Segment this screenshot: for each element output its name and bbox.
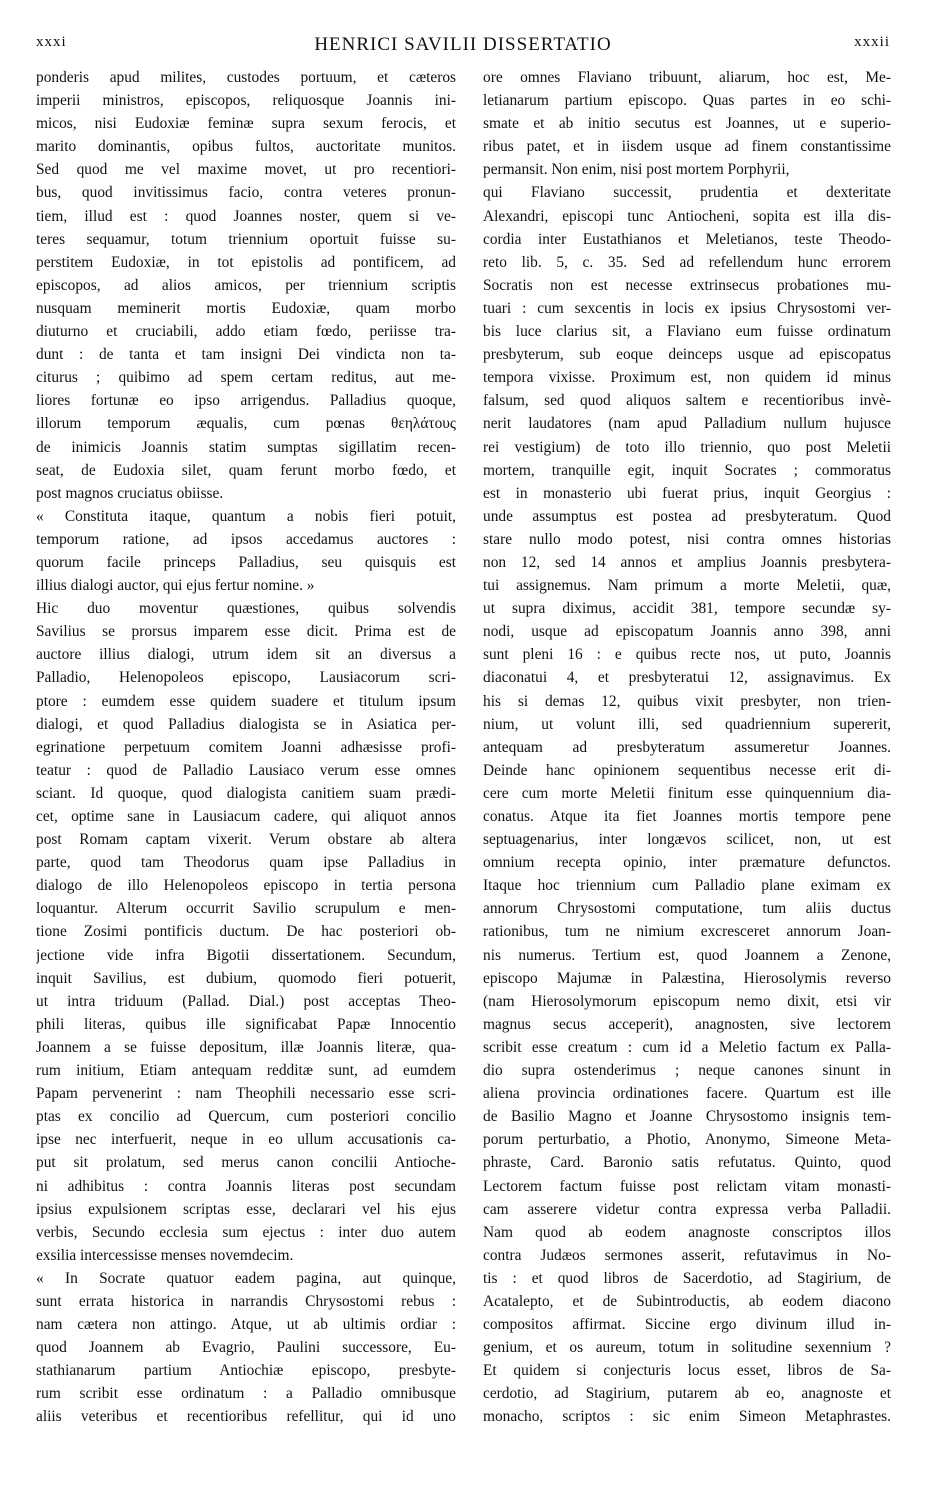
text-line: put sit prolatum, sed merus canon concilii Antioche- xyxy=(36,1154,456,1172)
text-line: phili literas, quibus ille significabat Papæ Innocentio xyxy=(36,1015,456,1033)
text-line: tione Zosimi pontificis ductum. De hac posteriori ob- xyxy=(36,923,456,941)
text-line: nodi, usque ad episcopatum Joannis anno 398, anni xyxy=(483,623,891,641)
text-line: antequam ad presbyteratum assumeretur Joannes. xyxy=(483,738,891,756)
text-line: ptore : eumdem esse quidem suadere et titulum ipsum xyxy=(36,692,456,710)
text-line: diaconatui 4, et presbyteratui 12, assignavimus. Ex xyxy=(483,669,891,687)
text-line: Savilius se prorsus imparem esse dicit. Prima est de xyxy=(36,623,456,641)
right-text-column xyxy=(483,66,891,1429)
left-text-column xyxy=(36,66,456,1429)
text-line: cere cum morte Meletii finitum esse quinquennium dia- xyxy=(483,784,891,802)
text-line: dunt : de tanta et tam insigni Dei vindicta non ta- xyxy=(36,346,456,364)
text-line: stathianarum partium Antiochiæ episcopo, presbyte- xyxy=(36,1362,456,1380)
text-line: ponderis apud milites, custodes portuum, et cæteros xyxy=(36,69,456,86)
text-line: monacho, scriptos : sic enim Simeon Metaphrastes. xyxy=(483,1408,891,1426)
text-line: ni adhibitus : contra Joannis literas post secundam xyxy=(36,1177,456,1195)
text-line: porum perturbatio, a Photio, Anonymo, Simeone Meta- xyxy=(483,1131,891,1149)
text-line: smate et ab initio secutus est Joannes, ut e superio- xyxy=(483,115,891,133)
text-line: cordia inter Eustathianos et Meletianos, teste Theodo- xyxy=(483,230,891,248)
text-line: rationibus, tum ne nimium excresceret annorum Joan- xyxy=(483,923,891,941)
text-line: unde assumptus est postea ad presbyteratum. Quod xyxy=(483,507,891,525)
text-line: genium, et os aureum, totum in solitudine sexennium ? xyxy=(483,1339,891,1357)
text-line: tempora vixisse. Proximum est, non quidem id minus xyxy=(483,369,891,387)
text-line: verbis, Secundo ecclesia sum ejectus : inter duo autem xyxy=(36,1223,456,1241)
text-line: mortem, tranquille egit, inquit Socrates ; commoratus xyxy=(483,461,891,479)
text-line: « In Socrate quatuor eadem pagina, aut quinque, xyxy=(36,1269,456,1287)
text-line: post magnos cruciatus obiisse. xyxy=(36,484,224,502)
text-line: illius dialogi auctor, qui ejus fertur nomine. » xyxy=(36,577,315,595)
text-line: nis numerus. Tertium est, quod Joannem a Zenone, xyxy=(483,946,891,964)
text-line: Alexandri, episcopi tunc Antiocheni, sopita est illa dis- xyxy=(483,207,891,225)
text-line: micos, nisi Eudoxiæ feminæ supra sexum ferocis, et xyxy=(36,115,456,133)
text-line: seat, de Eudoxia silet, quam ferunt morbo fœdo, et xyxy=(36,461,456,479)
text-line: ptas ex concilio ad Quercum, cum posteriori concilio xyxy=(36,1108,456,1126)
text-line: quod Joannem ab Evagrio, Paulini successore, Eu- xyxy=(36,1339,456,1357)
text-line: temporum ratione, ad ipsos accedamus auctores : xyxy=(36,530,456,548)
text-line: letianarum partium episcopo. Quas partes in eo schi- xyxy=(483,92,891,110)
text-line: septuagenarius, inter longævos scilicet, non, ut est xyxy=(483,831,891,849)
text-line: inquit Savilius, est dubium, quomodo fieri potuerit, xyxy=(36,969,456,987)
text-line: nerit laudatores (nam apud Palladium nullum hujusce xyxy=(483,415,891,433)
text-line: « Constituta itaque, quantum a nobis fieri potuit, xyxy=(36,507,456,525)
text-line: contra Judæos sermones asserit, refutavimus in No- xyxy=(483,1246,891,1264)
text-line: ipsius expulsionem scriptas esse, declarari vel his ejus xyxy=(36,1200,456,1218)
text-line: teatur : quod de Palladio Lausiaco verum esse omnes xyxy=(36,761,456,779)
text-line: ut supra diximus, accidit 381, tempore secundæ sy- xyxy=(483,600,891,618)
text-line: sunt errata historica in narrandis Chrysostomi rebus : xyxy=(36,1292,456,1310)
text-line: nium, ut volunt illi, sed quadriennium supererit, xyxy=(483,715,891,733)
text-line: rum initium, Etiam antequam redditæ sunt, ad eumdem xyxy=(36,1062,456,1080)
text-line: Papam pervenerint : nam Theophili necessario esse scri- xyxy=(36,1085,456,1103)
text-line: jectione vide infra Bigotii dissertationem. Secundum, xyxy=(36,946,456,964)
text-line: est in monasterio ubi fuerat prius, inquit Georgius : xyxy=(483,484,891,502)
text-line: parte, quod tam Theodorus quam ipse Palladius in xyxy=(36,854,456,872)
text-line: magnus secus acceperit), anagnosten, sive lectorem xyxy=(483,1015,891,1033)
text-line: annorum Chrysostomi computatione, tum aliis ductus xyxy=(483,900,891,918)
text-line: sciant. Id quoque, quod dialogista canitiem suam prædi- xyxy=(36,784,456,802)
text-line: (nam Hierosolymorum episcopum nemo dixit, etsi vir xyxy=(483,992,891,1010)
text-line: illorum temporum æqualis, cum pœnas θεηλάτους xyxy=(36,415,456,433)
text-line: de inimicis Joannis statim sumptas sigillatim recen- xyxy=(36,438,456,456)
text-line: cet, optime sane in Lausiacum cadere, qui aliquot annos xyxy=(36,808,456,825)
text-line: permansit. Non enim, nisi post mortem Porphyrii, xyxy=(483,161,790,179)
text-line: diuturno et cruciabili, addo etiam fœdo, periisse tra- xyxy=(36,323,456,341)
text-line: Socratis non est necesse extrinsecus probationes mu- xyxy=(483,276,891,294)
text-line: Acatalepto, et de Subintroductis, ab eodem diacono xyxy=(483,1292,891,1310)
text-line: bis luce clarius sit, a Flaviano eum fuisse ordinatum xyxy=(483,323,891,341)
text-line: teres sequamur, totum triennium oportuit fuisse su- xyxy=(36,230,456,248)
text-line: ore omnes Flaviano tribuunt, aliarum, hoc est, Me- xyxy=(483,69,891,86)
text-line: Nam quod ab eodem anagnoste conscriptos illos xyxy=(483,1223,891,1241)
running-header xyxy=(36,34,890,58)
text-line: Hic duo moventur quæstiones, quibus solvendis xyxy=(36,600,456,618)
text-line: stare nullo modo potest, nisi contra omnes historias xyxy=(483,530,891,548)
text-line: tiem, illud est : quod Joannes noster, quem si ve- xyxy=(36,207,456,225)
text-line: his si demas 12, quibus vixit presbyter, non trien- xyxy=(483,692,891,710)
text-line: exsilia intercessisse menses novemdecim. xyxy=(36,1246,294,1264)
text-line: reto lib. 5, c. 35. Sed ad refellendum hunc errorem xyxy=(483,253,891,271)
text-line: marito dominantis, opibus fultos, auctoritate munitos. xyxy=(36,138,456,156)
text-line: omnium recepta opinio, inter præmature defunctos. xyxy=(483,854,891,872)
text-line: dialogi, et quod Palladius dialogista se in Asiatica per- xyxy=(36,715,456,733)
text-line: nam cætera non attingo. Atque, ut ab ultimis ordiar : xyxy=(36,1316,456,1334)
text-line: Et quidem si conjecturis locus esset, libros de Sa- xyxy=(483,1362,891,1380)
text-line: Deinde hanc opinionem sequentibus necesse erit di- xyxy=(483,761,891,779)
running-title: HENRICI SAVILII DISSERTATIO xyxy=(314,34,612,55)
text-line: rum scribit esse ordinatum : a Palladio omnibusque xyxy=(36,1385,456,1403)
text-line: episcopo Majumæ in Palæstina, Hierosolymis reverso xyxy=(483,969,891,987)
text-line: Lectorem factum fuisse post relictam vitam monasti- xyxy=(483,1177,891,1195)
text-line: ribus patet, et in iisdem usque ad finem constantissime xyxy=(483,138,891,156)
page-number-right: xxxii xyxy=(854,34,890,50)
text-line: egrinatione perpetuum comitem Joanni adhæsisse profi- xyxy=(36,738,456,756)
text-line: qui Flaviano successit, prudentia et dexteritate xyxy=(483,184,891,202)
text-line: conatus. Atque ita fiet Joannes mortis tempore pene xyxy=(483,808,891,825)
text-line: nusquam meminerit mortis Eudoxiæ, quam morbo xyxy=(36,299,456,317)
text-line: episcopos, ad alios amicos, per triennium scriptis xyxy=(36,276,456,294)
text-line: compositos affirmat. Siccine ergo divinum illud in- xyxy=(483,1316,891,1334)
text-line: perstitem Eudoxiæ, in tot epistolis ad pontificem, ad xyxy=(36,253,456,271)
text-line: ipse nec interfuerit, neque in eo ullum accusationis ca- xyxy=(36,1131,456,1149)
text-line: scribit esse creatum : cum id a Meletio factum ex Palla- xyxy=(483,1038,891,1056)
text-line: ut intra triduum (Pallad. Dial.) post acceptas Theo- xyxy=(36,992,456,1010)
text-line: de Basilio Magno et Joanne Chrysostomo insignis tem- xyxy=(483,1108,891,1126)
text-line: falsum, sed quod aliquos saltem e recentioribus invè- xyxy=(483,392,891,410)
text-line: tis : et quod libros de Sacerdotio, ad Stagirium, de xyxy=(483,1269,891,1287)
text-line: rei vestigium) de toto illo triennio, quo post Meletii xyxy=(483,438,891,456)
text-line: Joannem a se fuisse depositum, illæ Joannis literæ, qua- xyxy=(36,1038,456,1056)
text-line: liores fortunæ eo ipso arrigendus. Palladius quoque, xyxy=(36,392,456,410)
text-line: citurus ; quibimo ad spem certam reditus, aut me- xyxy=(36,369,456,387)
text-line: cam asserere videtur contra expressa verba Palladii. xyxy=(483,1200,891,1218)
text-line: aliena provincia ordinationes facere. Quartum est ille xyxy=(483,1085,891,1103)
text-line: quorum facile princeps Palladius, seu quisquis est xyxy=(36,553,456,571)
text-line: tuari : cum sexcentis in locis ex ipsius Chrysostomi ver- xyxy=(483,299,891,317)
text-line: bus, quod invitissimus facio, contra veteres pronun- xyxy=(36,184,456,202)
text-line: aliis veteribus et recentioribus refellitur, qui id uno xyxy=(36,1408,456,1426)
text-line: dio supra ostenderimus ; neque canones sinunt in xyxy=(483,1062,891,1080)
page-number-left: xxxi xyxy=(36,34,67,50)
text-line: Itaque hoc triennium cum Palladio plane eximam ex xyxy=(483,877,891,895)
text-line: Sed quod me vel maxime movet, ut pro recentiori- xyxy=(36,161,456,179)
text-line: tui assignemus. Nam primum a morte Meletii, quæ, xyxy=(483,577,891,595)
text-line: cerdotio, ad Stagirium, putarem ab eo, anagnoste et xyxy=(483,1385,891,1403)
text-line: loquantur. Alterum occurrit Savilio scrupulum e men- xyxy=(36,900,456,918)
text-line: phraste, Card. Baronio satis refutatus. Quinto, quod xyxy=(483,1154,891,1172)
text-line: presbyterum, sub eoque deinceps usque ad episcopatus xyxy=(483,346,891,364)
text-line: non 12, sed 14 annos et amplius Joannis presbytera- xyxy=(483,553,891,571)
text-line: post Romam captam vixerit. Verum obstare ab altera xyxy=(36,831,456,849)
text-line: dialogo de illo Helenopoleos episcopo in tertia persona xyxy=(36,877,456,895)
text-line: auctore illius dialogi, utrum idem sit an diversus a xyxy=(36,646,456,664)
text-line: sunt pleni 16 : e quibus recte nos, ut puto, Joannis xyxy=(483,646,891,664)
text-line: Palladio, Helenopoleos episcopo, Lausiacorum scri- xyxy=(36,669,456,687)
text-line: imperii ministros, episcopos, reliquosque Joannis ini- xyxy=(36,92,456,110)
